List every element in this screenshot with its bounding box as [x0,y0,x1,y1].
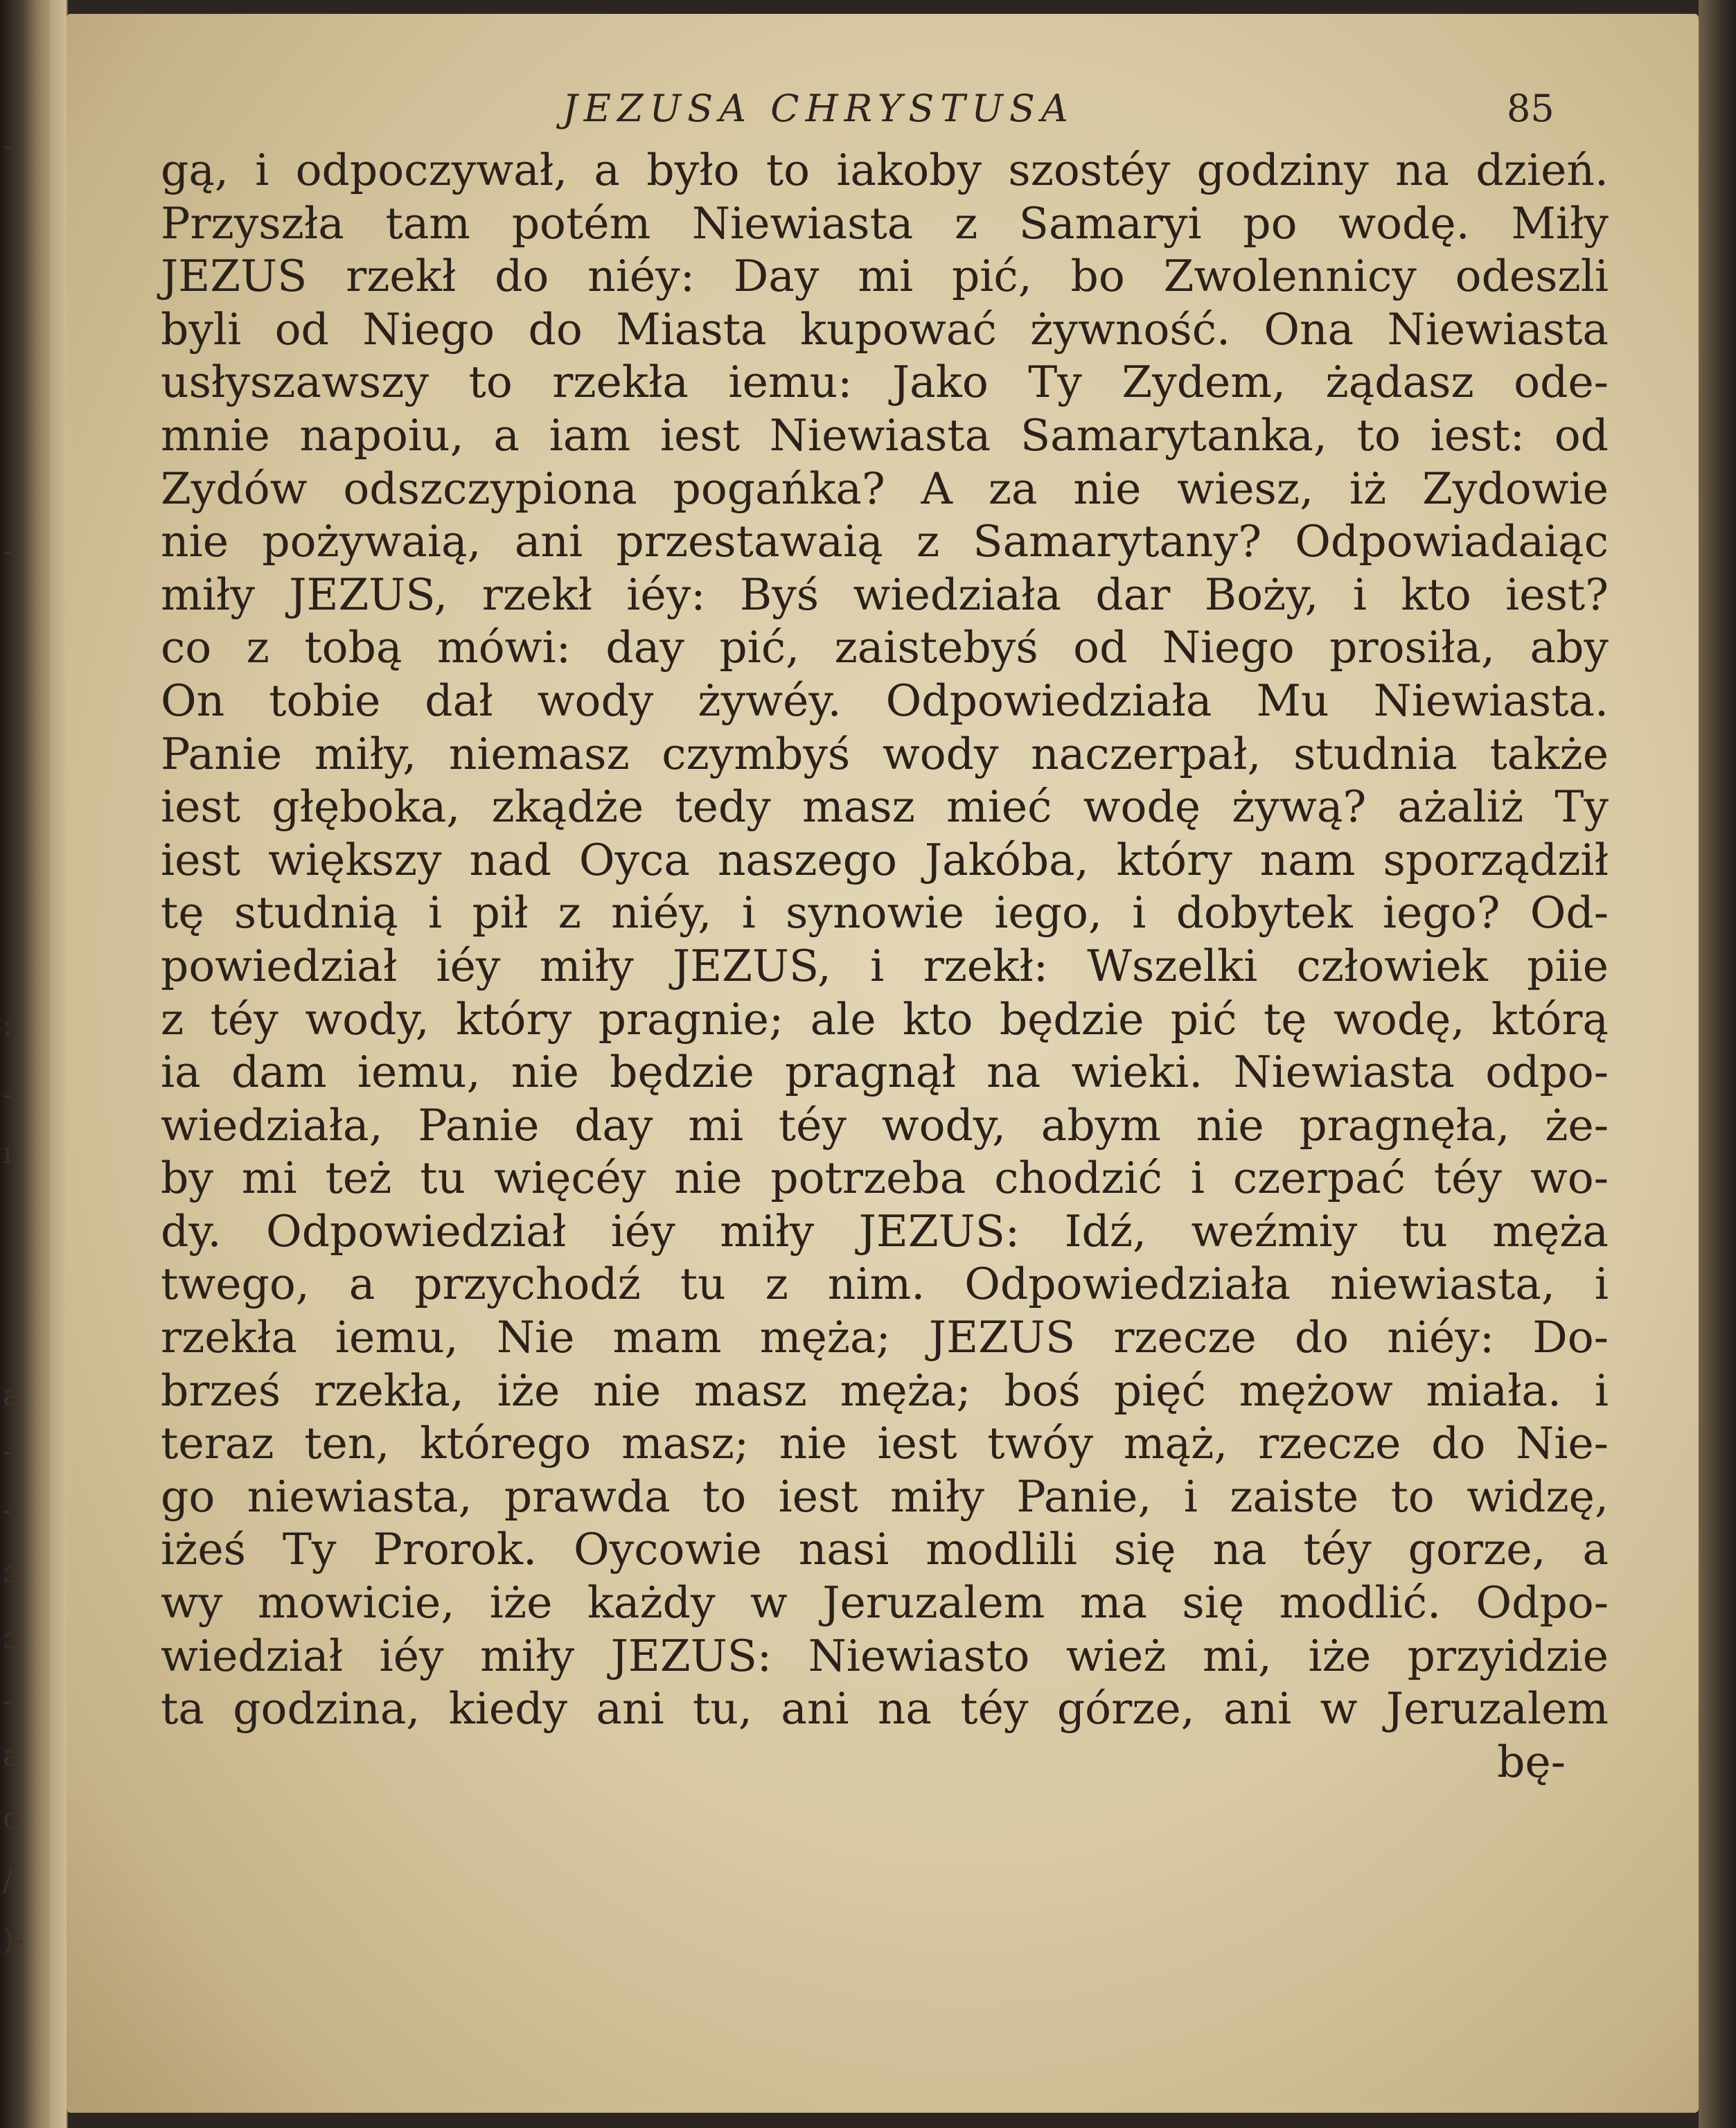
page-header [0,87,1736,135]
running-head: JEZUSA CHRYSTUSA [563,87,1074,130]
text-line: Przyszła tam potém Niewiasta z Samaryi po wodę. Miły [161,197,1609,249]
text-line: nie pożywaią, ani przestawaią z Samarytany? Odpowiadaiąc [161,516,1609,567]
text-line: by mi też tu więcéy nie potrzeba chodzić i czerpać téy wo- [161,1153,1609,1204]
margin-char: / [3,1863,13,1897]
text-line: wiedział iéy miły JEZUS: Niewiasto wież mi, iże przyidzie [161,1630,1609,1681]
text-line: Zydów odszczypiona pogańka? A za nie wiesz, iż Zydowie [161,463,1609,514]
margin-char: ɔ [3,1621,19,1655]
page-number: 85 [1507,87,1555,130]
margin-char: - [3,1683,13,1717]
text-line: mnie napoiu, a iam iest Niewiasta Samarytanka, to iest: od [161,409,1609,461]
text-line: bę- [1497,1736,1566,1787]
text-line: z téy wody, który pragnie; ale kto będzie pić tę wodę, którą [161,993,1609,1045]
margin-char: )- [3,1922,24,1956]
text-line: powiedział iéy miły JEZUS, i rzekł: Wszelki człowiek piie [161,940,1609,991]
text-line: ia dam iemu, nie będzie pragnął na wieki. Niewiasta odpo- [161,1047,1609,1098]
text-line: gą, i odpoczywał, a było to iakoby szostéy godziny na dzień. [161,145,1609,195]
margin-char: ɔ [3,1555,19,1589]
text-line: Panie miły, niemasz czymbyś wody naczerpał, studnia także [161,728,1609,779]
text-line: go niewiasta, prawda to iest miły Panie, i zaiste to widzę, [161,1471,1609,1522]
right-page-edge [1699,0,1736,2128]
text-line: twego, a przychodź tu z nim. Odpowiedziała niewiasta, i [161,1259,1609,1310]
text-line: JEZUS rzekł do niéy: Day mi pić, bo Zwolennicy odeszli [161,251,1609,302]
margin-char: o [3,1801,21,1835]
text-line: ta godzina, kiedy ani tu, ani na téy górze, ani w Jeruzalem [161,1683,1609,1735]
margin-char: - [3,1434,13,1468]
text-line: usłyszawszy to rzekła iemu: Jako Ty Zydem, żądasz ode- [161,357,1609,408]
margin-char: a [3,1378,21,1412]
text-line: teraz ten, którego masz; nie iest twóy mąż, rzecze do Nie- [161,1418,1609,1469]
text-line: iest większy nad Oyca naszego Jakóba, który nam sporządził [161,834,1609,885]
margin-char: - [3,1493,13,1527]
text-line: wy mowicie, iże każdy w Jeruzalem ma się modlić. Odpo- [161,1577,1609,1629]
text-line: dy. Odpowiedział iéy miły JEZUS: Idź, weźmiy tu męża [161,1205,1609,1257]
previous-page-margin [0,0,67,2128]
text-line: rzekła iemu, Nie mam męża; JEZUS rzecze do niéy: Do- [161,1312,1609,1363]
text-line: brześ rzekła, iże nie masz męża; boś pięć mężow miała. i [161,1365,1609,1416]
text-line: iest głęboka, zkądże tedy masz mieć wodę żywą? ażaliż Ty [161,781,1609,833]
margin-char: - [3,1077,13,1111]
body-text [161,144,1609,1789]
margin-char: - [3,128,13,162]
text-line: wiedziała, Panie day mi téy wody, abym nie pragnęła, że- [161,1099,1609,1151]
text-line: iżeś Ty Prorok. Oycowie nasi modlili się na téy gorze, a [161,1524,1609,1575]
text-line: On tobie dał wody żywéy. Odpowiedziała Mu Niewiasta. [161,675,1609,726]
text-line: co z tobą mówi: day pić, zaistebyś od Niego prosiła, aby [161,622,1609,673]
text-line: tę studnią i pił z niéy, i synowie iego, i dobytek iego? Od- [161,887,1609,939]
text-line: miły JEZUS, rzekł iéy: Byś wiedziała dar Boży, i kto iest? [161,569,1609,620]
margin-char: ı [3,1136,12,1170]
margin-char: : [3,1008,13,1042]
text-line: byli od Niego do Miasta kupować żywność. Ona Niewiasta [161,303,1609,355]
margin-char: a [3,1739,21,1773]
margin-char: - [3,533,13,567]
